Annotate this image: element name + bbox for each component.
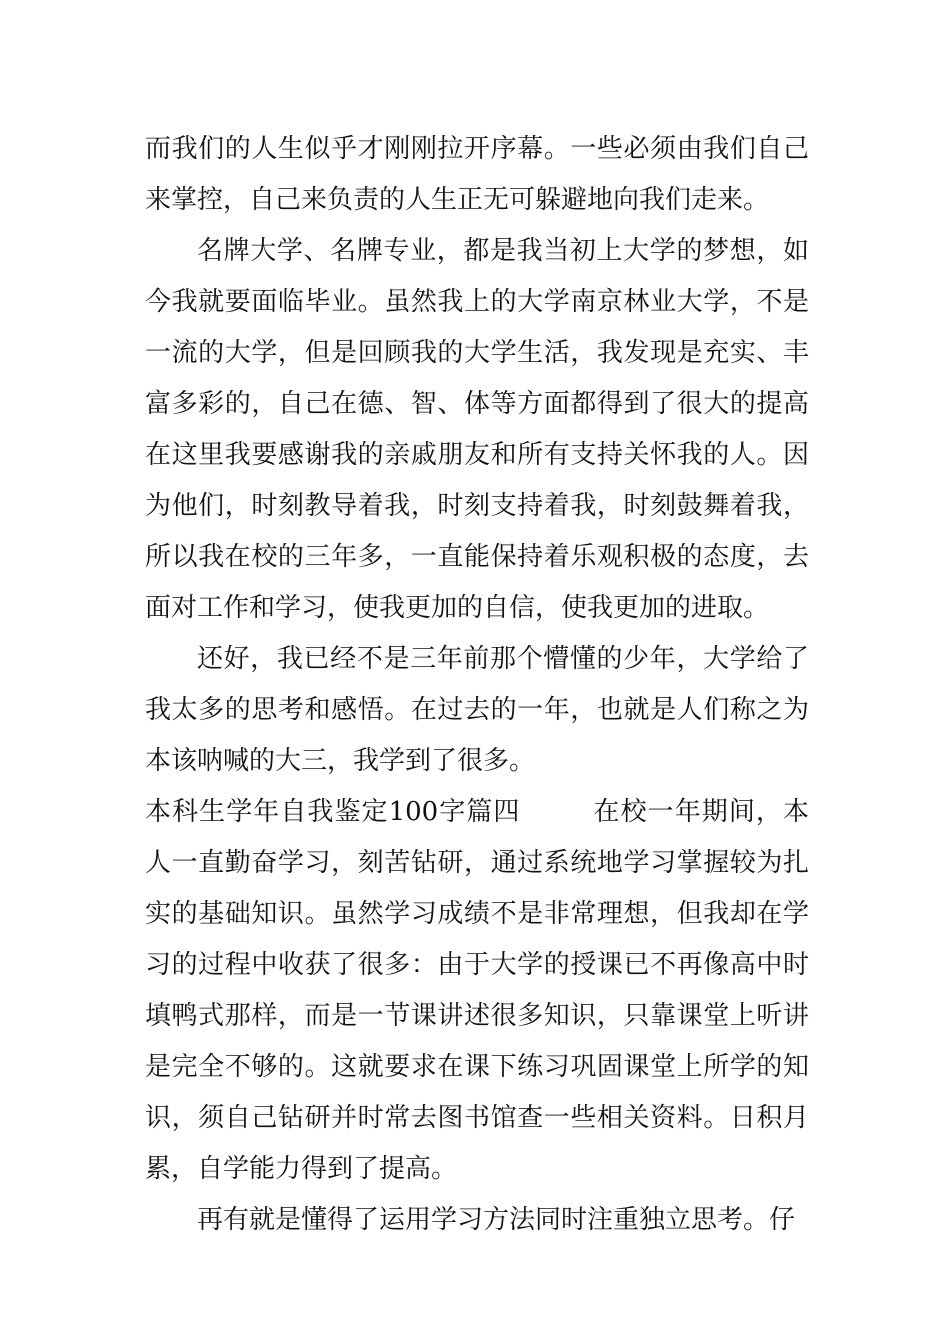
section-four-block bbox=[145, 787, 809, 1195]
paragraph-opening-continuation: 而我们的人生似乎才刚刚拉开序幕。一些必须由我们自己来掌控，自己来负责的人生正无可躲避地向我们走来。 bbox=[145, 134, 809, 215]
paragraph-learning-methods: 再有就是懂得了运用学习方法同时注重独立思考。仔 bbox=[197, 1205, 796, 1235]
paragraph-brand-university: 名牌大学、名牌专业，都是我当初上大学的梦想，如今我就要面临毕业。虽然我上的大学南京林业大学，不是一流的大学，但是回顾我的大学生活，我发现是充实、丰富多彩的，自己在德、智、体等方面都得到了很大的提高在这里我要感谢我的亲戚朋友和所有支持关怀我的人。因为他们，时刻教导着我，时刻支持着我，时刻鼓舞着我，所以我在校的三年多，一直能保持着乐观积极的态度，去面对工作和学习，使我更加的自信，使我更加的进取。 bbox=[145, 236, 809, 623]
section-first-paragraph: 在校一年期间，本人一直勤奋学习，刻苦钻研，通过系统地学习掌握较为扎实的基础知识。虽然学习成绩不是非常理想，但我却在学习的过程中收获了很多：由于大学的授课已不再像高中时填鸭式那样，而是一节课讲述很多知识，只靠课堂上听讲是完全不够的。这就要求在课下练习巩固课堂上所学的知识，须自己钻研并时常去图书馆查一些相关资料。日积月累，自学能力得到了提高。 bbox=[145, 797, 809, 1184]
paragraph-no-longer-youth: 还好，我已经不是三年前那个懵懂的少年，大学给了我太多的思考和感悟。在过去的一年，也就是人们称之为本该呐喊的大三，我学到了很多。 bbox=[145, 644, 809, 776]
section-heading: 本科生学年自我鉴定100字篇四 bbox=[145, 797, 521, 827]
document-body bbox=[145, 124, 809, 1246]
